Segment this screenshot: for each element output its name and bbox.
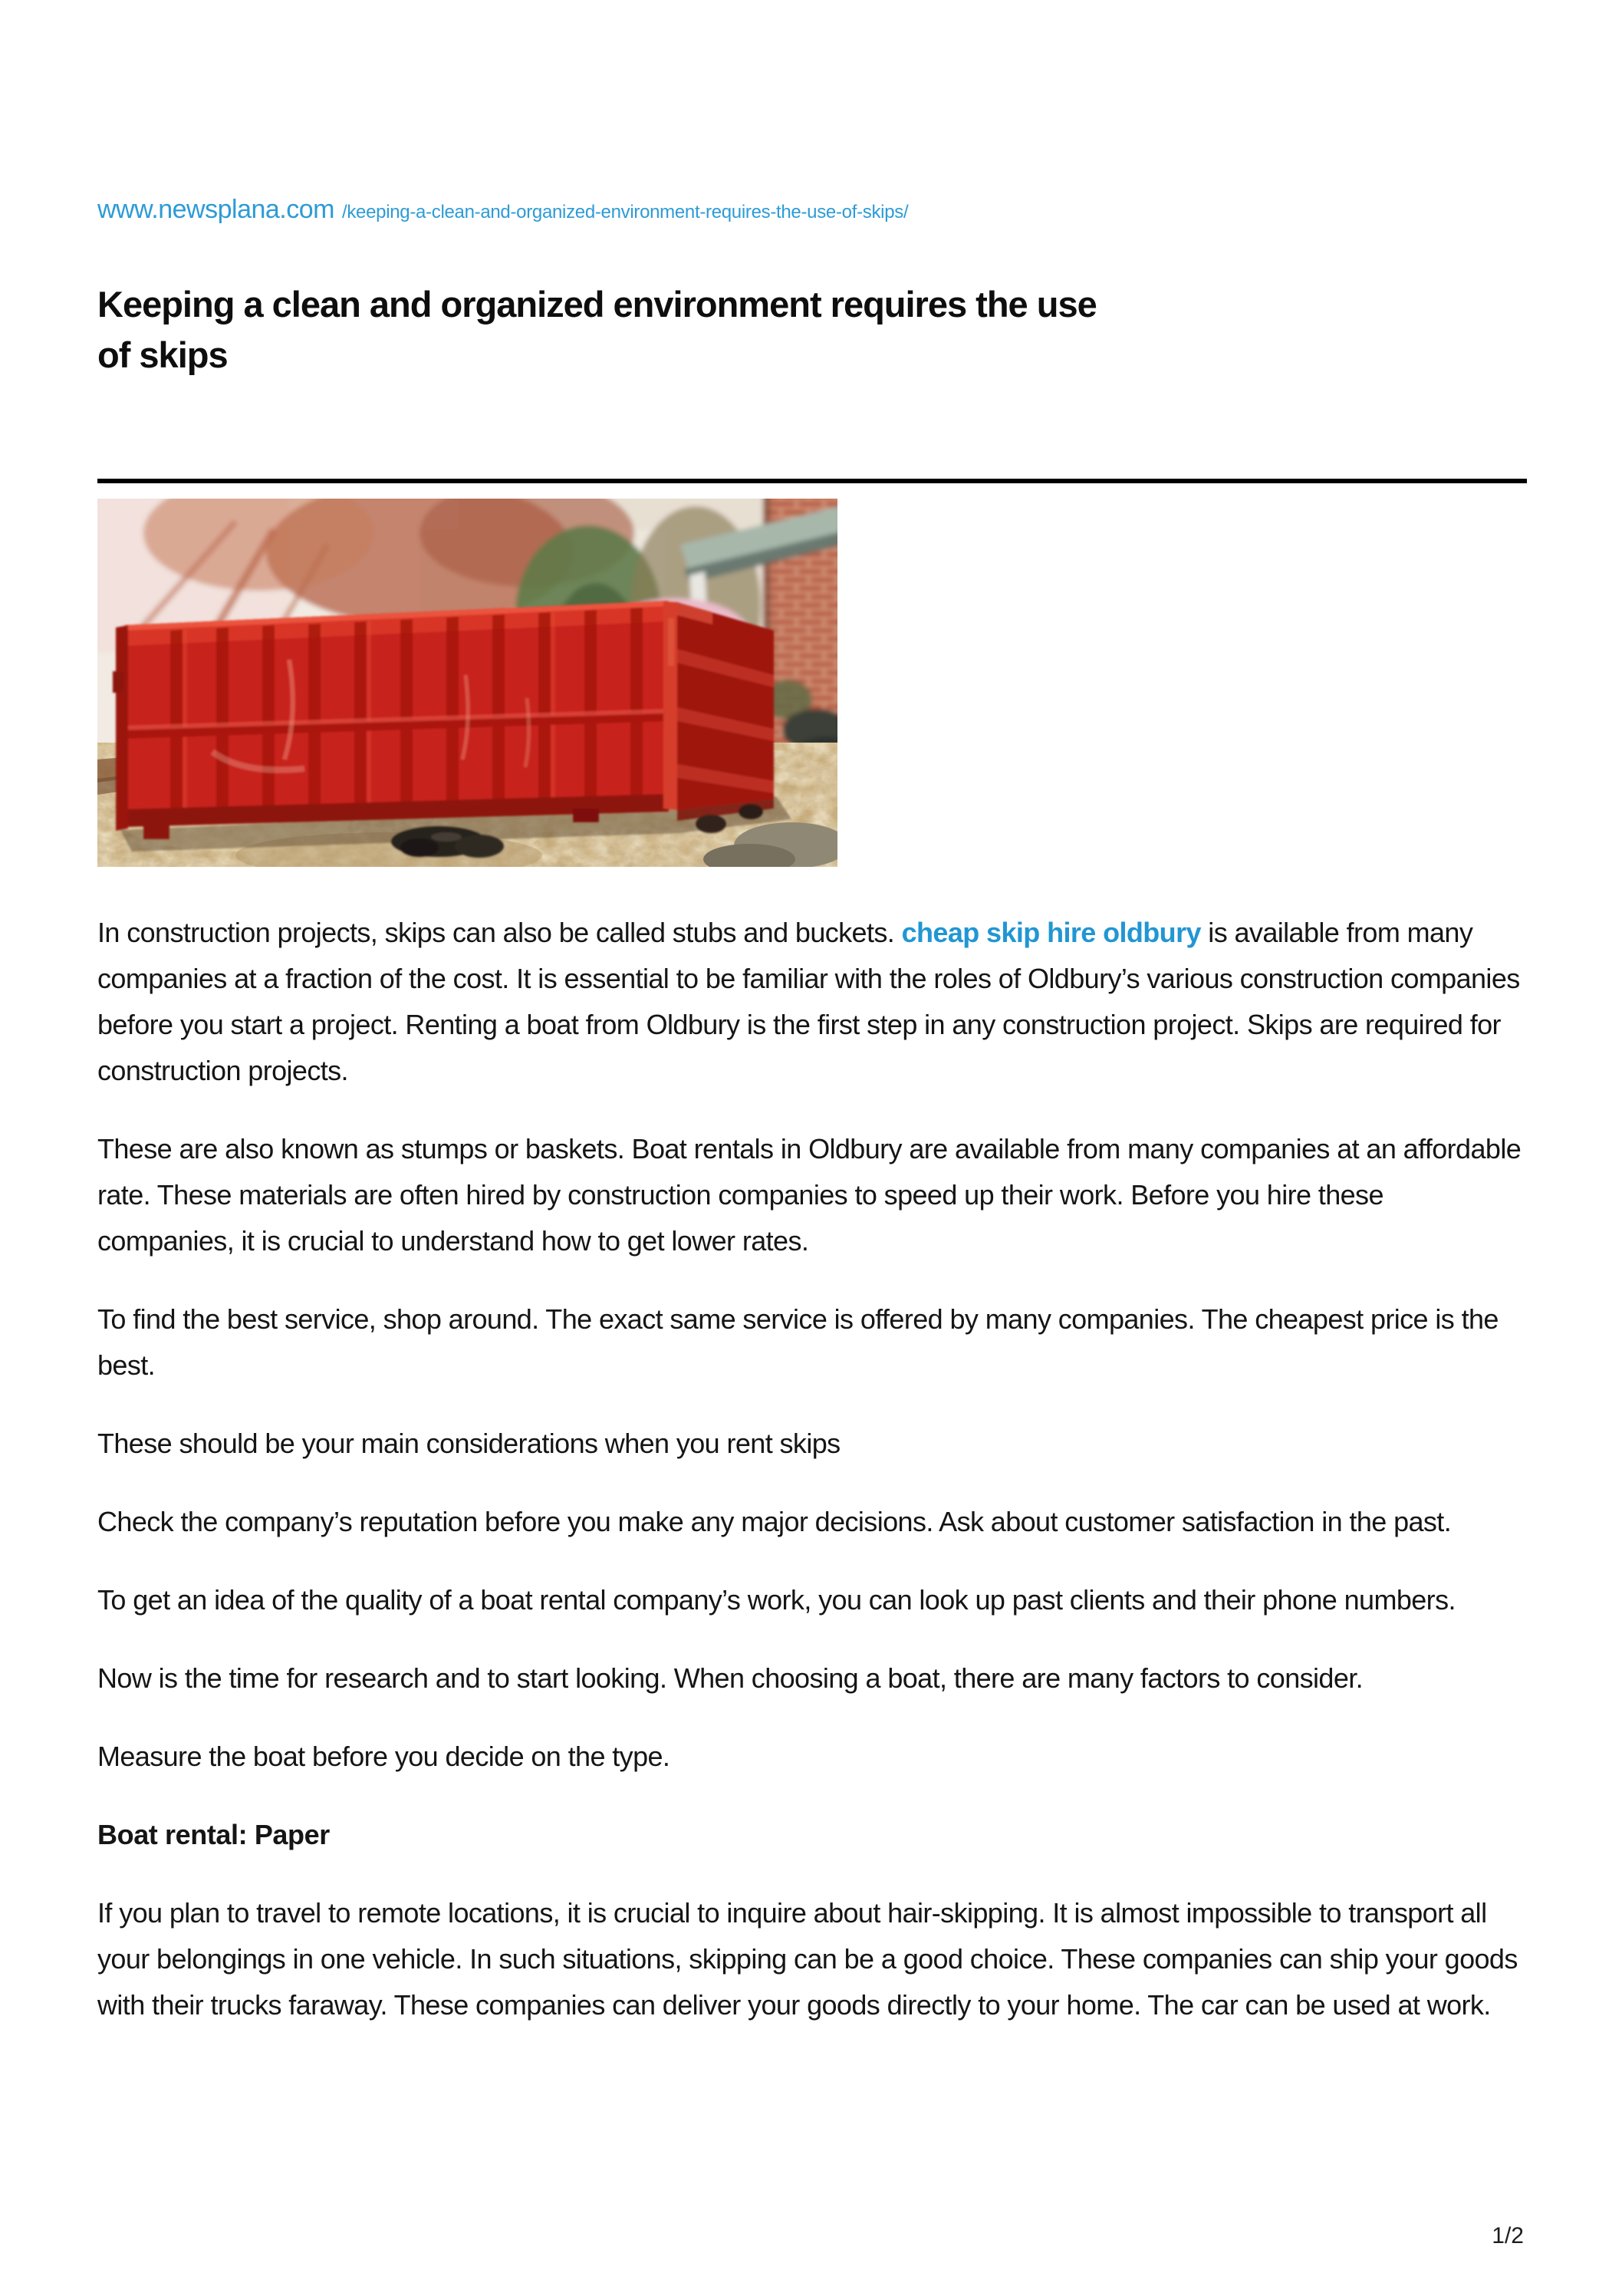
roller	[696, 815, 726, 833]
skip-dumpster	[113, 601, 791, 858]
page-title: Keeping a clean and organized environment requires the use of skips	[97, 284, 1097, 375]
paragraph: Measure the boat before you decide on the type.	[97, 1741, 670, 1772]
paragraph-intro	[97, 910, 1527, 1094]
page-number: 1/2	[1492, 2223, 1524, 2248]
article-image	[97, 499, 837, 867]
paragraph: Now is the time for research and to start looking. When choosing a boat, there are many factors to consider.	[97, 1662, 1364, 1694]
skip-photo	[97, 499, 837, 867]
inline-link-cheap-skip-hire[interactable]: cheap skip hire oldbury	[901, 917, 1201, 948]
paragraph-closing: If you plan to travel to remote locations, it is crucial to inquire about hair-skipping. It is almost impossible to transport all your belongings in one vehicle. In such situations, skipping can be a good choice. These companies can ship your goods with their trucks faraway. These companies can deliver your goods directly to your home. The car can be used at work.	[97, 1897, 1518, 2021]
title-divider	[97, 479, 1527, 483]
source-url[interactable]	[97, 194, 1527, 230]
source-domain[interactable]: www.newsplana.com	[97, 195, 334, 224]
intro-text-before-link: In construction projects, skips can also be called stubs and buckets.	[97, 917, 902, 948]
skip-skid-foot	[143, 824, 169, 839]
source-path[interactable]: /keeping-a-clean-and-organized-environment-requires-the-use-of-skips/	[341, 202, 909, 222]
intro-text-after-link: is available from many companies at a fraction of the cost. It is essential to be familiar with the roles of Oldbury’s various construction companies before you start a project. Renting a boat from Oldbury is the first step in any construction project. Skips are required for construction projects.	[97, 917, 1520, 1086]
subheading-boat-rental: Boat rental: Paper	[97, 1819, 330, 1850]
paragraph: To get an idea of the quality of a boat rental company’s work, you can look up past clients and their phone numbers.	[97, 1584, 1456, 1616]
article-body	[97, 910, 1527, 2028]
paragraph: These should be your main considerations when you rent skips	[97, 1428, 841, 1459]
paragraph: Check the company’s reputation before you make any major decisions. Ask about customer satisfaction in the past.	[97, 1506, 1452, 1537]
paragraph: These are also known as stumps or baskets. Boat rentals in Oldbury are available from many companies at an affordable rate. These materials are often hired by construction companies to speed up their work. Before you hire these companies, it is crucial to understand how to get lower rates.	[97, 1133, 1522, 1257]
paragraph: To find the best service, shop around. The exact same service is offered by many companies. The cheapest price is the best.	[97, 1303, 1499, 1381]
